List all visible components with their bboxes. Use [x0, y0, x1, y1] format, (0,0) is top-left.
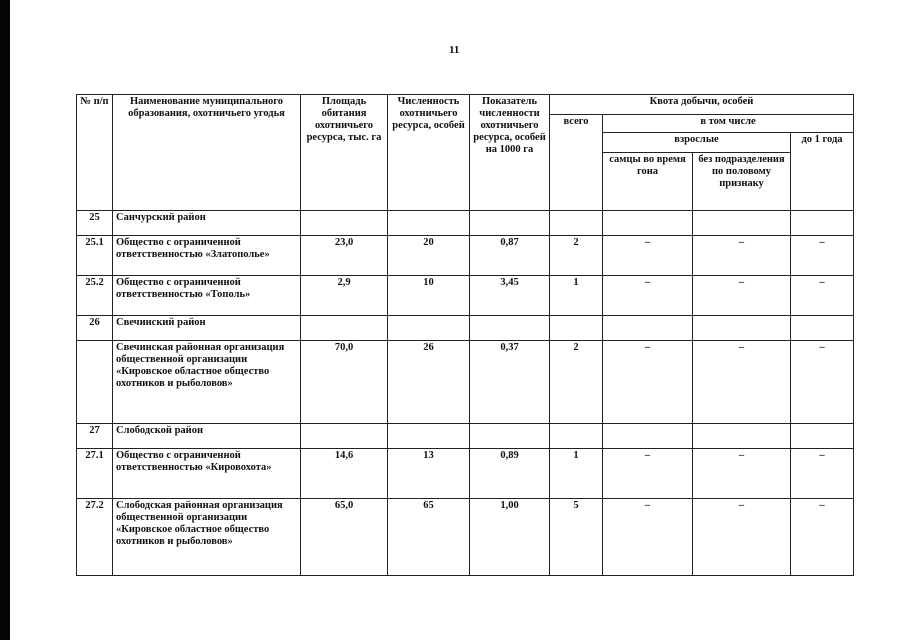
cell-total: 2 — [550, 341, 603, 424]
cell-no-sex: – — [693, 236, 791, 276]
cell-name: Общество с ограниченной ответственностью «Кировохота» — [113, 449, 301, 499]
header-under1: до 1 года — [791, 133, 854, 211]
cell-name: Общество с ограниченной ответственностью «Тополь» — [113, 276, 301, 316]
cell-name: Санчурский район — [113, 211, 301, 236]
header-area: Площадь обитания охотничьего ресурса, тыс. га — [301, 95, 388, 211]
cell-under1: – — [791, 499, 854, 576]
cell-males-rut — [603, 211, 693, 236]
cell-count — [388, 316, 470, 341]
cell-count — [388, 424, 470, 449]
cell-name: Слободская районная организация общественной организации «Кировское областное общество охотников и рыболовов» — [113, 499, 301, 576]
cell-area — [301, 424, 388, 449]
table-row — [77, 424, 854, 449]
cell-num: 26 — [77, 316, 113, 341]
cell-under1 — [791, 316, 854, 341]
table-row — [77, 211, 854, 236]
cell-total: 5 — [550, 499, 603, 576]
cell-density — [470, 211, 550, 236]
cell-area: 65,0 — [301, 499, 388, 576]
cell-total: 1 — [550, 449, 603, 499]
cell-total: 2 — [550, 236, 603, 276]
header-males-rut: самцы во время гона — [603, 153, 693, 211]
cell-males-rut — [603, 316, 693, 341]
cell-no-sex: – — [693, 276, 791, 316]
cell-area: 23,0 — [301, 236, 388, 276]
cell-num: 25.1 — [77, 236, 113, 276]
cell-males-rut: – — [603, 276, 693, 316]
cell-num: 25 — [77, 211, 113, 236]
cell-density: 3,45 — [470, 276, 550, 316]
table-row — [77, 316, 854, 341]
cell-density: 0,89 — [470, 449, 550, 499]
cell-males-rut: – — [603, 499, 693, 576]
cell-density: 0,87 — [470, 236, 550, 276]
header-including: в том числе — [603, 115, 854, 133]
cell-name: Слободской район — [113, 424, 301, 449]
cell-area: 14,6 — [301, 449, 388, 499]
scan-edge-bar — [0, 0, 10, 640]
cell-males-rut — [603, 424, 693, 449]
cell-no-sex: – — [693, 341, 791, 424]
cell-no-sex: – — [693, 449, 791, 499]
header-num: № п/п — [77, 95, 113, 211]
cell-num: 27.1 — [77, 449, 113, 499]
cell-density — [470, 424, 550, 449]
cell-count — [388, 211, 470, 236]
cell-total — [550, 424, 603, 449]
cell-num: 27 — [77, 424, 113, 449]
page-number: 11 — [449, 44, 460, 56]
table-row — [77, 499, 854, 576]
cell-no-sex — [693, 316, 791, 341]
cell-no-sex — [693, 424, 791, 449]
header-count: Численность охотничьего ресурса, особей — [388, 95, 470, 211]
header-total: всего — [550, 115, 603, 211]
table-row — [77, 236, 854, 276]
cell-num — [77, 341, 113, 424]
header-quota: Квота добычи, особей — [550, 95, 854, 115]
cell-area: 70,0 — [301, 341, 388, 424]
hunting-quota-table — [76, 94, 854, 576]
cell-name: Свечинский район — [113, 316, 301, 341]
header-name: Наименование муниципального образования, охотничьего угодья — [113, 95, 301, 211]
cell-under1: – — [791, 236, 854, 276]
cell-name: Общество с ограниченной ответственностью «Златополье» — [113, 236, 301, 276]
cell-area — [301, 316, 388, 341]
cell-density: 0,37 — [470, 341, 550, 424]
cell-total: 1 — [550, 276, 603, 316]
table-row — [77, 341, 854, 424]
cell-total — [550, 211, 603, 236]
cell-count: 10 — [388, 276, 470, 316]
cell-males-rut: – — [603, 236, 693, 276]
cell-area: 2,9 — [301, 276, 388, 316]
cell-under1: – — [791, 449, 854, 499]
table-row — [77, 276, 854, 316]
cell-total — [550, 316, 603, 341]
cell-density: 1,00 — [470, 499, 550, 576]
cell-males-rut: – — [603, 341, 693, 424]
table-row — [77, 449, 854, 499]
cell-name: Свечинская районная организация общественной организации «Кировское областное общество охотников и рыболовов» — [113, 341, 301, 424]
cell-count: 13 — [388, 449, 470, 499]
cell-males-rut: – — [603, 449, 693, 499]
cell-under1: – — [791, 276, 854, 316]
cell-density — [470, 316, 550, 341]
cell-under1: – — [791, 341, 854, 424]
cell-count: 65 — [388, 499, 470, 576]
cell-area — [301, 211, 388, 236]
cell-no-sex — [693, 211, 791, 236]
cell-no-sex: – — [693, 499, 791, 576]
header-density: Показатель численности охотничьего ресурса, особей на 1000 га — [470, 95, 550, 211]
cell-under1 — [791, 424, 854, 449]
cell-under1 — [791, 211, 854, 236]
cell-count: 26 — [388, 341, 470, 424]
cell-count: 20 — [388, 236, 470, 276]
cell-num: 25.2 — [77, 276, 113, 316]
cell-num: 27.2 — [77, 499, 113, 576]
header-adults: взрослые — [603, 133, 791, 153]
header-no-sex-division: без подразделения по половому признаку — [693, 153, 791, 211]
